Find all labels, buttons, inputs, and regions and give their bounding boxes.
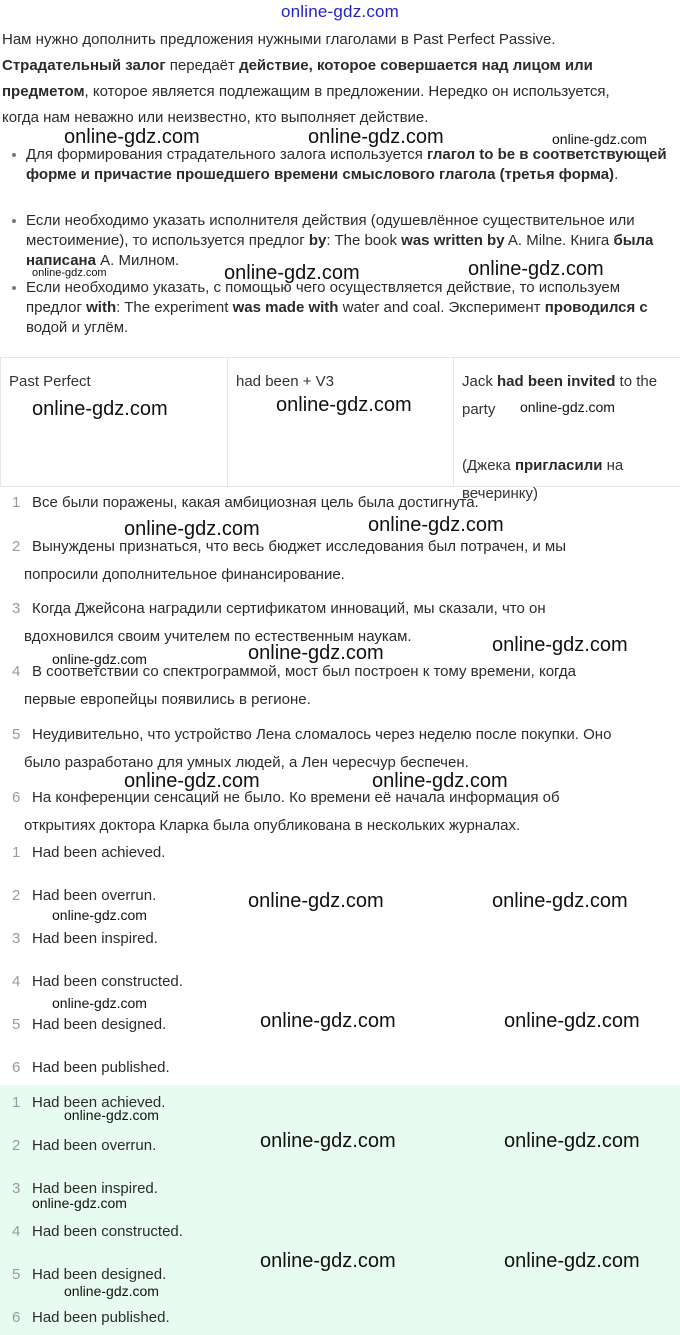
intro-term-object: предметом (2, 83, 85, 100)
sentence-number: 5 (12, 726, 21, 743)
rule-example-cell (454, 358, 680, 502)
intro-line-1: Нам нужно дополнить предложения нужными глаголами в Past Perfect Passive. (2, 31, 556, 48)
sentence-number: 6 (12, 789, 21, 806)
rule-formula: had been + V3 (236, 373, 335, 390)
watermark: online-gdz.com (308, 126, 444, 148)
watermark: online-gdz.com (520, 399, 615, 415)
bullet-bold: проводился с (544, 299, 648, 316)
watermark: online-gdz.com (64, 1283, 159, 1299)
bullet-text: Для формирования страдательного залога используется (26, 146, 428, 163)
bullet-item (26, 145, 676, 185)
answer-text: Had been achieved. (32, 1094, 166, 1111)
bullet-bold: was written by (401, 232, 505, 249)
answer-number: 1 (12, 844, 21, 861)
answer-text: Had been designed. (32, 1016, 167, 1033)
rule-example-text: to the party (462, 373, 658, 418)
rule-example-text: Jack (462, 373, 498, 390)
watermark: online-gdz.com (260, 1010, 396, 1032)
sentence-line: Вынуждены признаться, что весь бюджет исследования был потрачен, и мы (32, 538, 566, 555)
intro-term-passive: Страдательный залог (2, 57, 166, 74)
sentence-line: открытиях доктора Кларка была опубликована в нескольких журналах. (24, 817, 521, 834)
bullet-bold: глагол to be в соответствующей форме и причастие прошедшего времени смыслового глагола (третья форма) (26, 146, 667, 183)
watermark: online-gdz.com (468, 258, 604, 280)
site-header-link[interactable]: online-gdz.com (280, 2, 400, 21)
watermark: online-gdz.com (52, 907, 147, 923)
answer-text: Had been constructed. (32, 1223, 183, 1240)
answer-number: 5 (12, 1266, 21, 1283)
watermark: online-gdz.com (32, 398, 168, 420)
bullet-text: : The experiment (116, 299, 233, 316)
intro-line-3 (2, 79, 610, 105)
watermark: online-gdz.com (552, 131, 647, 147)
bullet-text: A. Milne. Книга (504, 232, 614, 249)
bullet-dot-icon (12, 219, 16, 223)
answer-text: Had been overrun. (32, 1137, 157, 1154)
bullet-text: water and coal. Эксперимент (338, 299, 545, 316)
answer-text: Had been overrun. (32, 887, 157, 904)
bullet-dot-icon (12, 153, 16, 157)
sentence-line: первые европейцы появились в регионе. (24, 691, 311, 708)
bullet-text: А. Милном. (95, 252, 180, 269)
watermark: online-gdz.com (124, 770, 260, 792)
answer-number: 1 (12, 1094, 21, 1111)
rule-table (0, 357, 680, 502)
watermark: online-gdz.com (32, 1195, 127, 1211)
answer-number: 4 (12, 973, 21, 990)
bullet-item (26, 278, 676, 338)
bullet-bold: with (86, 299, 117, 316)
answer-text: Had been published. (32, 1309, 170, 1326)
answer-number: 6 (12, 1309, 21, 1326)
answer-text: Had been inspired. (32, 930, 158, 947)
intro-text: передаёт (165, 57, 240, 74)
answer-number: 3 (12, 930, 21, 947)
watermark: online-gdz.com (504, 1250, 640, 1272)
watermark: online-gdz.com (492, 890, 628, 912)
intro-line-4: когда нам неважно или неизвестно, кто выполняет действие. (2, 109, 429, 126)
answer-number: 6 (12, 1059, 21, 1076)
rule-tense: Past Perfect (9, 373, 91, 390)
answer-number: 5 (12, 1016, 21, 1033)
bullet-bold: by (308, 232, 327, 249)
rule-example-translation: (Джека (462, 457, 515, 474)
watermark: online-gdz.com (64, 1107, 159, 1123)
answer-number: 3 (12, 1180, 21, 1197)
watermark: online-gdz.com (260, 1250, 396, 1272)
watermark: online-gdz.com (32, 267, 107, 279)
watermark: online-gdz.com (372, 770, 508, 792)
watermark: online-gdz.com (64, 126, 200, 148)
sentence-line: На конференции сенсаций не было. Ко времени её начала информация об (32, 789, 560, 806)
bullet-text: Если необходимо указать исполнителя действия (одушевлённое существительное или местоимение), то используется предлог (26, 212, 635, 249)
bullet-text: Если необходимо указать, с помощью чего осуществляется действие, то используем предлог (26, 279, 621, 316)
watermark: online-gdz.com (276, 394, 412, 416)
sentence-line: Неудивительно, что устройство Лена сломалось через неделю после покупки. Оно (32, 726, 612, 743)
sentence-number: 3 (12, 600, 21, 617)
bullet-text: . (614, 166, 619, 183)
intro-line-2 (2, 53, 593, 79)
sentence-line: вдохновился своим учителем по естественным наукам. (24, 628, 412, 645)
watermark: online-gdz.com (260, 1130, 396, 1152)
sentence-line: Все были поражены, какая амбициозная цель была достигнута. (32, 494, 479, 511)
answer-text: Had been designed. (32, 1266, 167, 1283)
answer-text: Had been published. (32, 1059, 170, 1076)
watermark: online-gdz.com (52, 995, 147, 1011)
rule-example-bold: пригласили (514, 457, 603, 474)
watermark: online-gdz.com (368, 514, 504, 536)
answer-number: 2 (12, 1137, 21, 1154)
bullet-text: : The book (326, 232, 402, 249)
watermark: online-gdz.com (248, 642, 384, 664)
watermark: online-gdz.com (52, 651, 147, 667)
rule-example-translation: на вечеринку) (462, 457, 624, 502)
bullet-bold: была написана (26, 232, 654, 269)
watermark: online-gdz.com (224, 262, 360, 284)
watermark: online-gdz.com (504, 1010, 640, 1032)
answer-text: Had been constructed. (32, 973, 183, 990)
answer-text: Had been inspired. (32, 1180, 158, 1197)
rule-formula-cell (228, 358, 454, 486)
watermark: online-gdz.com (248, 890, 384, 912)
watermark: online-gdz.com (124, 518, 260, 540)
watermark: online-gdz.com (492, 634, 628, 656)
sentence-line: попросили дополнительное финансирование. (24, 566, 345, 583)
sentence-line: Когда Джейсона наградили сертификатом инноваций, мы сказали, что он (32, 600, 546, 617)
bullet-dot-icon (12, 286, 16, 290)
rule-example-bold: had been invited (497, 373, 616, 390)
rule-tense-cell (0, 358, 228, 486)
sentence-number: 4 (12, 663, 21, 680)
sentence-number: 2 (12, 538, 21, 555)
intro-term-action: действие, которое совершается над лицом или (239, 57, 593, 74)
sentence-line: В соответствии со спектрограммой, мост был построен к тому времени, когда (32, 663, 576, 680)
watermark: online-gdz.com (504, 1130, 640, 1152)
answer-text: Had been achieved. (32, 844, 166, 861)
bullet-bold: was made with (232, 299, 339, 316)
answer-number: 2 (12, 887, 21, 904)
sentence-number: 1 (12, 494, 21, 511)
bullet-text: водой и углём. (26, 319, 129, 336)
sentence-line: было разработано для умных людей, а Лен чересчур беспечен. (24, 754, 469, 771)
answer-number: 4 (12, 1223, 21, 1240)
intro-text: , которое является подлежащим в предложении. Нередко он используется, (84, 83, 610, 100)
